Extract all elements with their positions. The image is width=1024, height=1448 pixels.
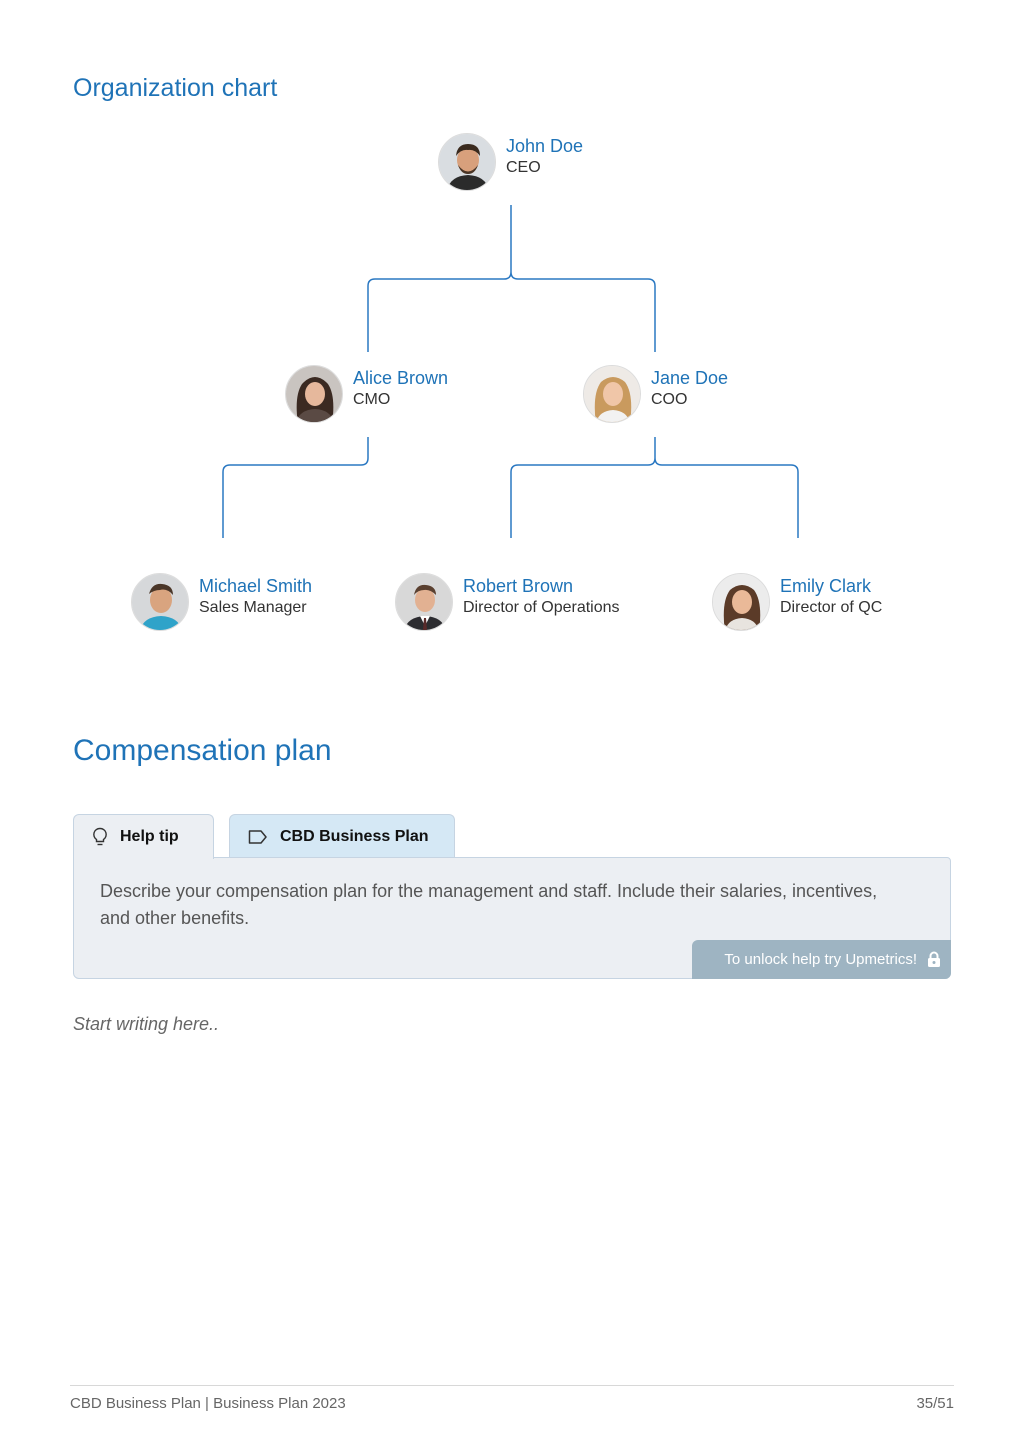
- node-name: Jane Doe: [651, 368, 729, 388]
- page-number: 35/51: [916, 1395, 954, 1412]
- lightbulb-icon: [92, 827, 108, 847]
- unlock-help-button[interactable]: [692, 940, 951, 979]
- tab-help-tip[interactable]: [73, 814, 214, 859]
- node-role: Sales Manager: [199, 599, 307, 616]
- tab-business-plan[interactable]: [229, 814, 455, 858]
- lock-icon: [927, 951, 941, 968]
- connector-ceo-level2: [368, 205, 655, 352]
- tab-label: CBD Business Plan: [280, 827, 429, 845]
- tag-icon: [248, 829, 268, 845]
- org-node-coo: [583, 365, 728, 423]
- editor-placeholder[interactable]: Start writing here..: [73, 1014, 220, 1034]
- node-role: Director of Operations: [463, 599, 620, 616]
- avatar: [285, 365, 343, 423]
- avatar: [131, 573, 189, 631]
- tab-label: Help tip: [120, 828, 179, 845]
- node-name: Robert Brown: [463, 576, 574, 596]
- node-name: Emily Clark: [780, 576, 872, 596]
- compensation-plan-title: Compensation plan: [73, 734, 332, 767]
- footer-divider: [70, 1385, 954, 1386]
- node-name: Alice Brown: [353, 368, 449, 388]
- connector-cmo-level3: [223, 437, 368, 538]
- node-name: Michael Smith: [199, 576, 313, 596]
- unlock-label: To unlock help try Upmetrics!: [724, 951, 917, 968]
- help-tip-text: Describe your compensation plan for the management and staff. Include their salaries, incentives, and other benefits.: [100, 881, 878, 928]
- node-role: COO: [651, 391, 688, 408]
- avatar: [438, 133, 496, 191]
- node-role: CEO: [506, 159, 541, 176]
- footer-document-title: CBD Business Plan | Business Plan 2023: [70, 1395, 346, 1412]
- help-tip-panel: [73, 857, 951, 979]
- org-node-director-operations: [395, 573, 620, 631]
- org-node-director-qc: [712, 573, 882, 631]
- node-role: CMO: [353, 391, 391, 408]
- org-node-sales-manager: [131, 573, 312, 631]
- node-role: Director of QC: [780, 599, 883, 616]
- avatar: [395, 573, 453, 631]
- node-name: John Doe: [506, 136, 584, 156]
- org-node-ceo: [438, 133, 583, 191]
- avatar: [583, 365, 641, 423]
- org-chart-title: Organization chart: [73, 74, 278, 102]
- connector-coo-level3: [511, 437, 798, 538]
- avatar: [712, 573, 770, 631]
- org-node-cmo: [285, 365, 448, 423]
